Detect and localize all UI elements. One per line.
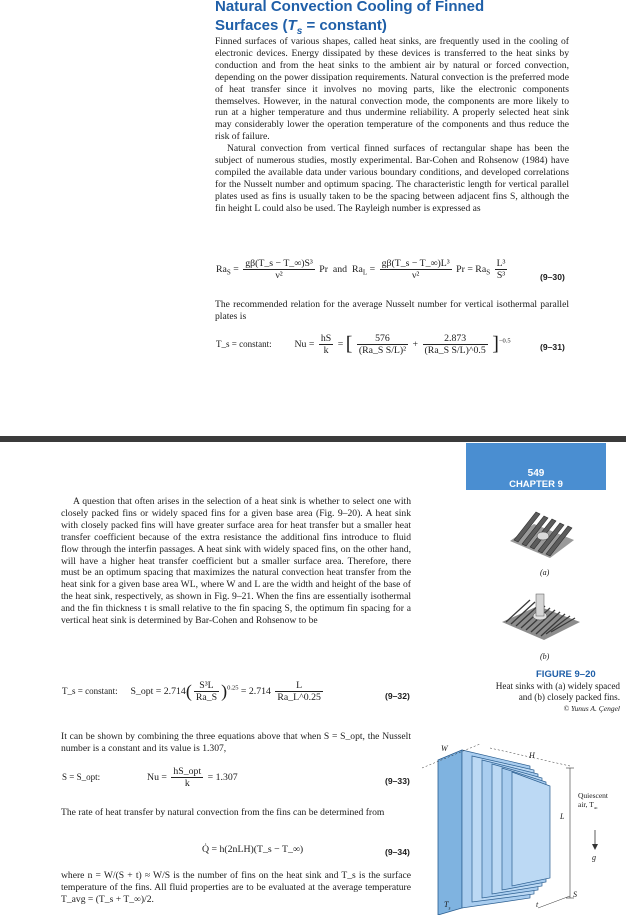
heat-sink-photo-a xyxy=(500,496,578,566)
chapter-label: CHAPTER 9 xyxy=(509,479,563,490)
schematic-label-air: Quiescent air, $T_\infty$ xyxy=(578,791,608,812)
heading-line-2: Surfaces ($T_s$ = constant) xyxy=(215,17,387,37)
bottom-paragraph-2: It can be shown by combining the three equations above that when S = S_opt, the Nusselt number is a constant and its value is 1.307, xyxy=(61,731,411,754)
equation-number-9-31: (9–31) xyxy=(540,342,565,352)
section-heading xyxy=(215,0,595,41)
top-paragraph-1: Finned surfaces of various shapes, called heat sinks, are frequently used in the cooling of electronic devices. Energy dissipated by these devices is transferred to the heat sinks by conduction and from the heat sinks to the ambient air by natural or forced convection, depending on the power dissipation requirements. Natural convection is the preferred mode of heat transfer since it involves no moving parts, like the electronic components themselves. However, in the natural convection mode, the components are more likely to run at a higher temperature and thus undermine reliability. A properly selected heat sink may considerably lower the operation temperature of the components and thus reduce the risk of failure. xyxy=(215,36,569,143)
figure-9-20-caption: Heat sinks with (a) widely spaced and (b) closely packed fins. © Yunus A. Çengel xyxy=(495,681,620,713)
schematic-label-H: H xyxy=(529,751,535,760)
top-paragraph-2: Natural convection from vertical finned surfaces of rectangular shape has been the subject of numerous studies, mostly experimental. Bar-Cohen and Rohsenow (1984) have compiled the available data under various boundary conditions, and developed correlations for the Nusselt number and optimum spacing. The characteristic length for vertical parallel plates used as fins is usually taken to be the spacing between adjacent fins S, although the fin height L could also be used. The Rayleigh number is expressed as xyxy=(215,143,569,214)
heat-sink-photo-b xyxy=(494,588,584,648)
schematic-label-g: g xyxy=(592,853,596,862)
eq30-fraction-1: $\frac{\text{gβ(T\_s − T\_∞)S³}}{\text{ν²}}$ xyxy=(245,258,313,281)
bottom-paragraph-3: The rate of heat transfer by natural convection from the fins can be determined from xyxy=(61,807,385,818)
figure-9-20-title: FIGURE 9–20 xyxy=(536,669,596,680)
equation-9-33: S = S_opt: Nu = $\frac{\text{hS\_opt}}{k}$ = 1.307 xyxy=(62,766,238,789)
schematic-label-W: W xyxy=(441,744,448,753)
top-paragraph-3: The recommended relation for the average Nusselt number for vertical isothermal parallel plates is xyxy=(215,299,569,322)
heat-sink-schematic xyxy=(420,738,620,915)
equation-9-31: T_s = constant: Nu = $\frac{hS}{k}$ = [ $\frac{576}{\text{(Ra\_S S/L)²}}$ + $\frac{2.873}{\text{(Ra\_S S/L)\textasciicircum{}0.5}}$ ]$^{-0.5}$ xyxy=(216,333,511,356)
schematic-label-Ts: $T_s$ xyxy=(444,900,451,912)
schematic-label-L: L xyxy=(560,812,565,821)
page-divider xyxy=(0,436,626,442)
figure-label-a: (a) xyxy=(540,568,550,577)
equation-number-9-33: (9–33) xyxy=(385,776,410,786)
bottom-paragraph-1: A question that often arises in the selection of a heat sink is whether to select one with closely packed fins or widely spaced fins for a given base area (Fig. 9–20). A heat sink with closely packed fins will have greater surface area for heat transfer but a smaller heat transfer coefficient because of the extra resistance the additional fins introduce to fluid flow through the interfin passages. A heat sink with widely spaced fins, on the other hand, will have a higher heat transfer coefficient but a smaller surface area. Therefore, there must be an optimum spacing that maximizes the natural convection heat transfer from the heat sink for a given base area WL, where W and L are the width and height of the base of the heat sink, respectively, as shown in Fig. 9–21. When the fins are essentially isothermal and the fin thickness t is small relative to the fin spacing S, the optimum fin spacing for a vertical heat sink is determined by Bar-Cohen and Rohsenow to be xyxy=(61,496,411,627)
chapter-tab xyxy=(466,443,606,490)
page-number: 549 xyxy=(527,468,545,479)
eq30-fraction-3: $\frac{\text{L³}}{\text{S³}}$ xyxy=(496,258,506,281)
heading-line-1: Natural Convection Cooling of Finned xyxy=(215,0,485,15)
equation-number-9-30: (9–30) xyxy=(540,272,565,282)
schematic-label-S: S xyxy=(573,890,577,899)
equation-number-9-32: (9–32) xyxy=(385,691,410,701)
equation-number-9-34: (9–34) xyxy=(385,847,410,857)
eq30-fraction-2: $\frac{\text{gβ(T\_s − T\_∞)L³}}{\text{ν²}}$ xyxy=(381,258,450,281)
top-paragraphs xyxy=(215,36,569,215)
equation-9-32: T_s = constant: S_opt = 2.714( $\frac{\text{S³L}}{Ra\_S}$ )$^{0.25}$ = 2.714 $\frac{L}{Ra\_L\^{}0.25}$ xyxy=(62,680,321,703)
bottom-paragraph-4: where n = W/(S + t) ≈ W/S is the number of fins on the heat sink and T_s is the surface temperature of the fins. All fluid properties are to be evaluated at the average temperature T_avg = (T_s + T_∞)/2. xyxy=(61,870,411,905)
schematic-label-t: t xyxy=(536,900,539,909)
figure-label-b: (b) xyxy=(540,652,550,661)
equation-9-34: Q̇ = h(2nLH)(T_s − T_∞) xyxy=(202,844,304,855)
equation-9-30: $Ra_S$ = $\frac{\text{gβ(T\_s − T\_∞)S³}}{\text{ν²}}$ Pr and $Ra_L$ = $\frac{\text{gβ(T\_s − T\_∞)L³}}{\text{ν²}}$ $Pr = Ra_S$ $\frac{\text{L³}}{\text{S³}}$ xyxy=(216,258,506,281)
